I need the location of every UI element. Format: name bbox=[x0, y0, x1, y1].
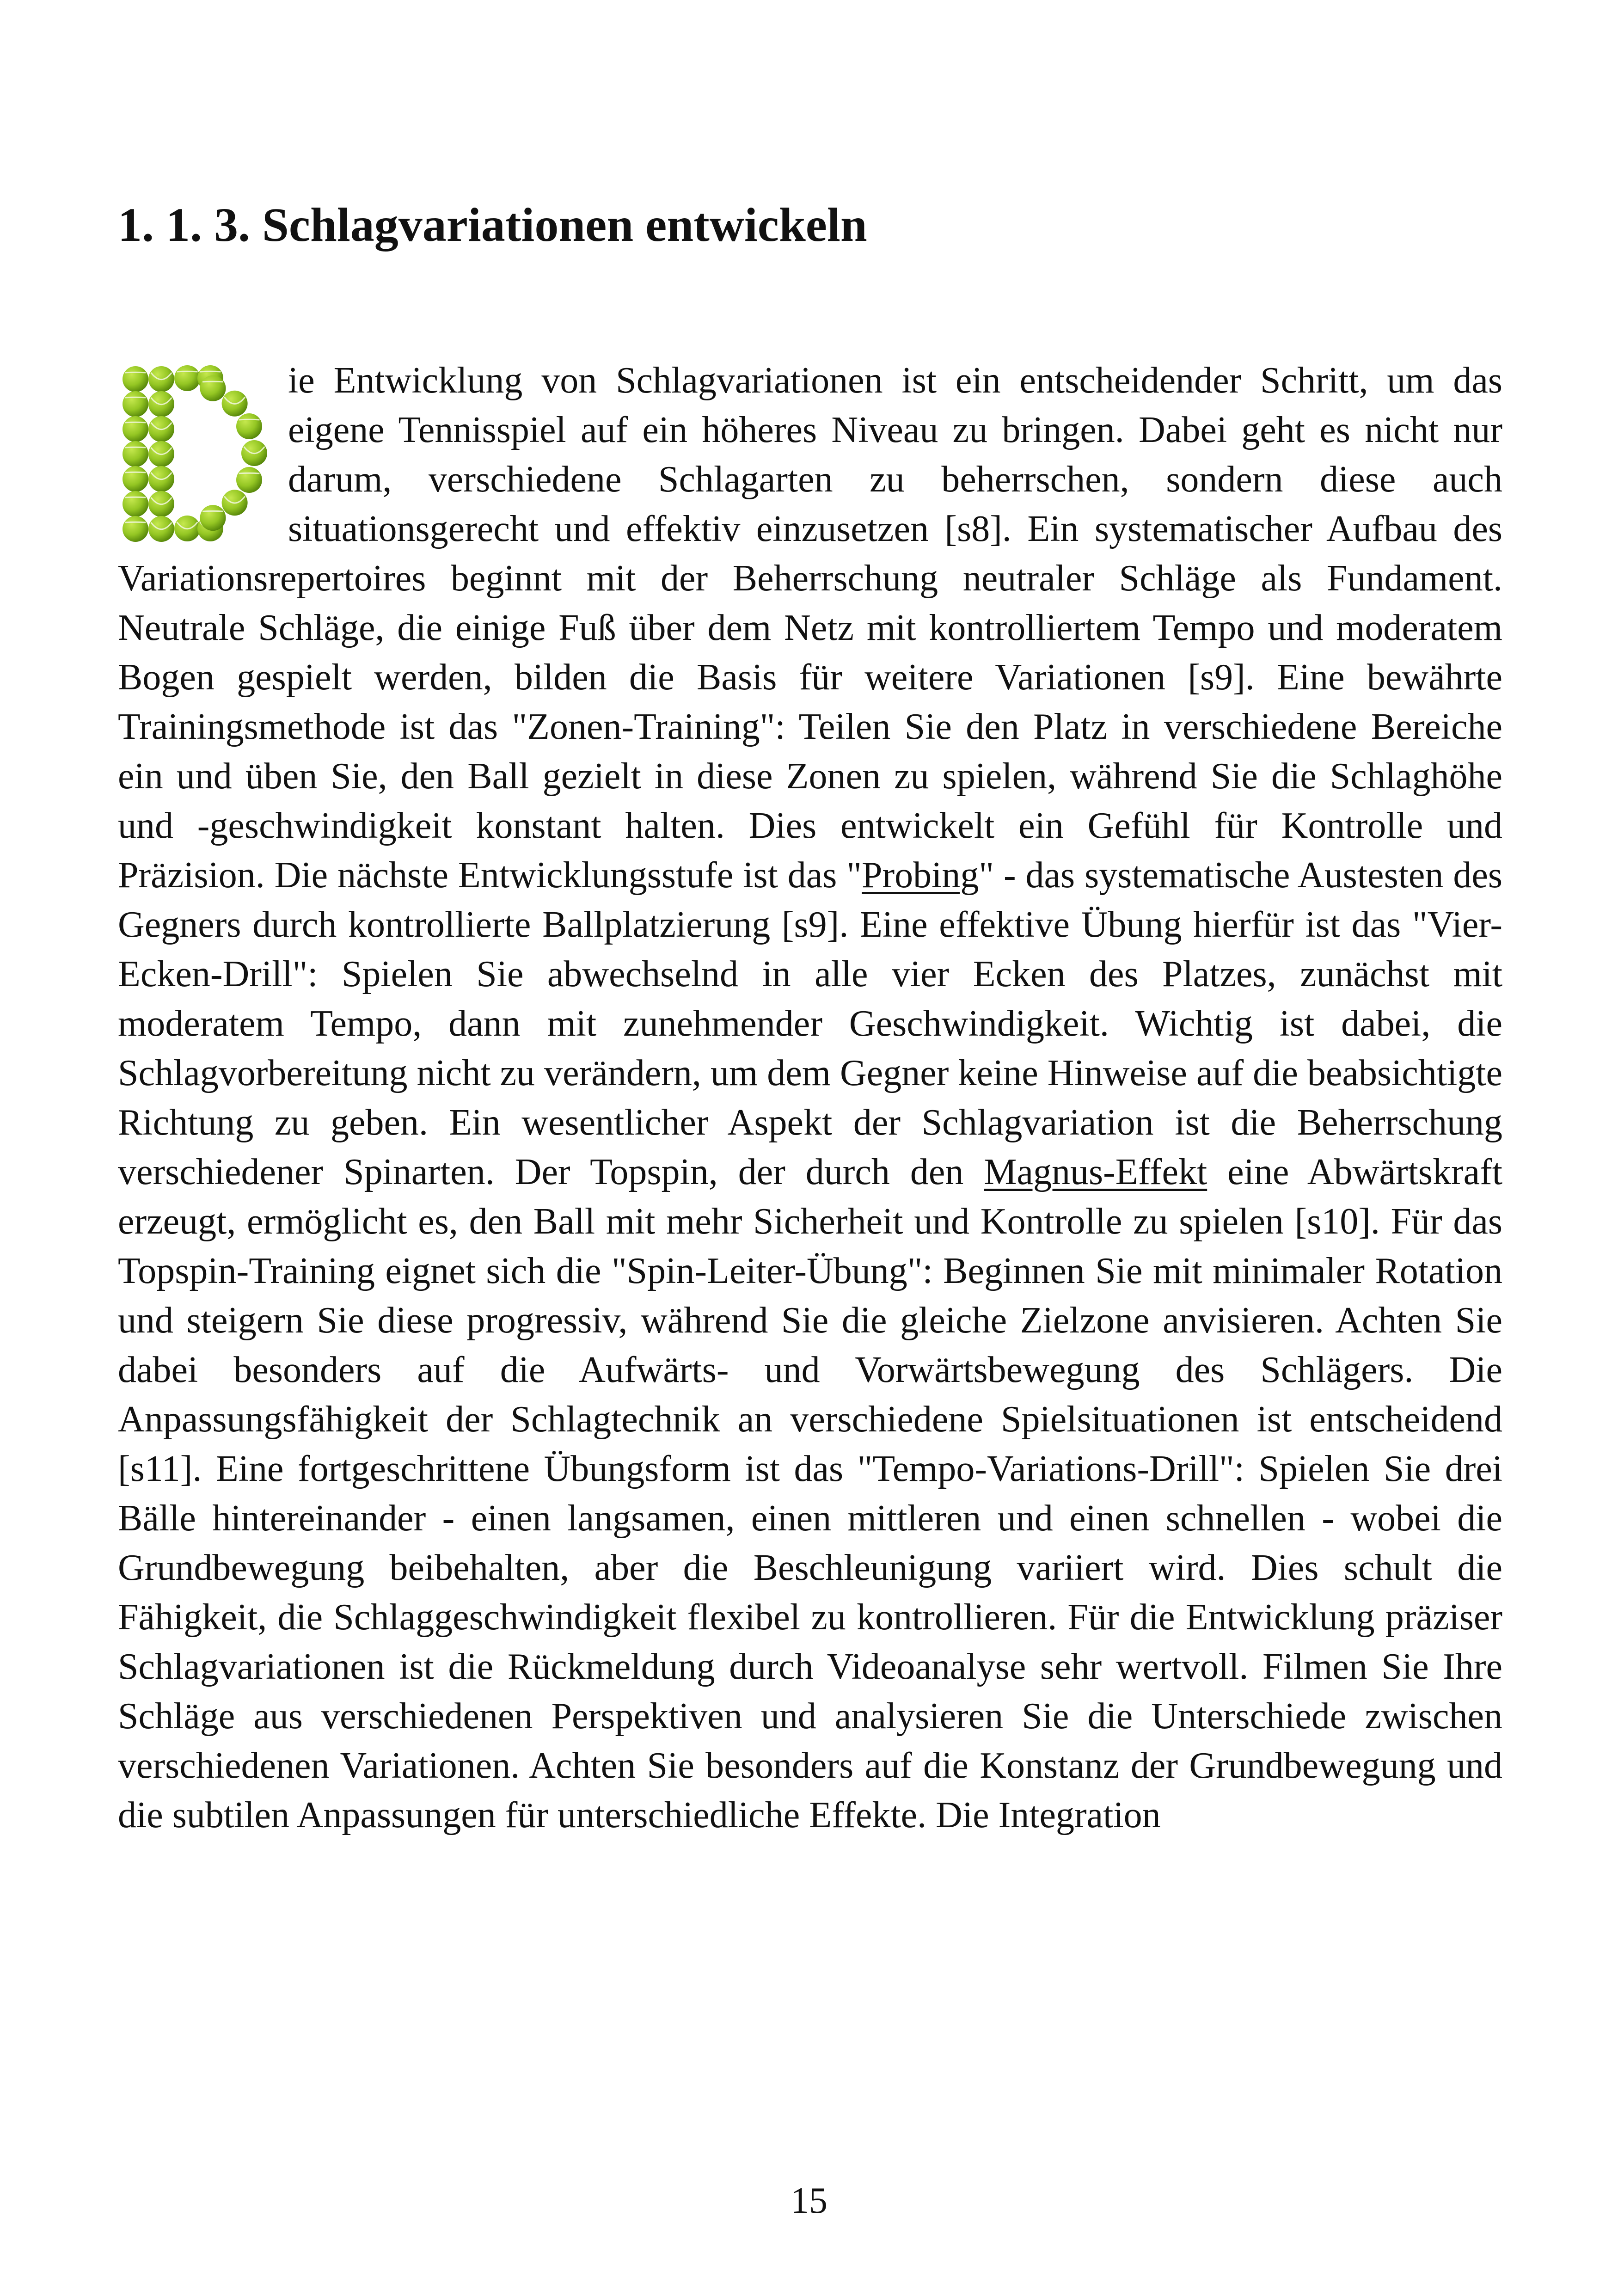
probing-link[interactable]: Probing bbox=[862, 855, 979, 896]
tennis-ball bbox=[148, 391, 174, 417]
tennis-ball bbox=[222, 391, 248, 417]
paragraph-text-part-3: eine Abwärtskraft erzeugt, ermöglicht es, den Ball mit mehr Sicherheit und Kontrolle zu spielen [s10]. Für das Topspin-Training eignet sich die "Spin-Leiter-Übung": Beginnen Sie mit minimaler Rotation und steigern Sie diese progressiv, während Sie die gleiche Zielzone anvisieren. Achten Sie dabei besonders auf die Aufwärts- und Vorwärtsbewegung des Schlägers. Die Anpassungsfähigkeit der Schlagtechnik an verschiedene Spielsituationen ist entscheidend [s11]. Eine fortgeschrittene Übungsform ist das "Tempo-Variations-Drill": Spielen Sie drei Bälle hintereinander - einen langsamen, einen mittleren und einen schnellen - wobei die Grundbewegung beibehalten, aber die Beschleunigung variiert wird. Dies schult die Fähigkeit, die Schlaggeschwindigkeit flexibel zu kontrollieren. Für die Entwicklung präziser Schlagvariationen ist die Rückmeldung durch Videoanalyse sehr wertvoll. Filmen Sie Ihre Schläge aus verschiedenen Perspektiven und analysieren Sie die Unterschiede zwischen verschiedenen Variationen. Achten Sie besonders auf die Konstanz der Grundbewegung und die subtilen Anpassungen für unterschiedliche Effekte. Die Integration bbox=[118, 1152, 1502, 1836]
tennis-ball bbox=[148, 441, 174, 467]
tennis-ball bbox=[148, 466, 174, 492]
dropcap-d-graphic bbox=[118, 360, 270, 547]
tennis-ball bbox=[123, 516, 148, 542]
tennis-ball bbox=[123, 366, 148, 392]
tennis-ball bbox=[200, 375, 226, 401]
tennis-ball bbox=[123, 491, 148, 517]
tennis-ball bbox=[222, 490, 248, 516]
tennis-ball bbox=[148, 416, 174, 442]
paragraph-text-part-1: ie Entwicklung von Schlagvariationen ist ein entscheidender Schritt, um das eigene Tennisspiel auf ein höheres Niveau zu bringen. Dabei geht es nicht nur darum, verschiedene Schlagarten zu beherrschen, sondern diese auch situationsgerecht und effektiv einzusetzen [s8]. Ein systematischer Aufbau des Variationsrepertoires beginnt mit der Beherrschung neutraler Schläge als Fundament. Neutrale Schläge, die einige Fuß über dem Netz mit kontrolliertem Tempo und moderatem Bogen gespielt werden, bilden die Basis für weitere Variationen [s9]. Eine bewährte Trainingsmethode ist das "Zonen-Training": Teilen Sie den Platz in verschiedene Bereiche ein und üben Sie, den Ball gezielt in diese Zonen zu spielen, während Sie die Schlaghöhe und -geschwindigkeit konstant halten. Dies entwickelt ein Gefühl für Kontrolle und Präzision. Die nächste Entwicklungsstufe ist das " bbox=[118, 360, 1502, 896]
tennis-ball bbox=[174, 516, 200, 541]
body-paragraph bbox=[118, 356, 1502, 1840]
magnus-effekt-link[interactable]: Magnus-Effekt bbox=[984, 1152, 1207, 1192]
tennis-ball bbox=[174, 365, 200, 391]
tennis-ball bbox=[123, 466, 148, 492]
section-heading: 1. 1. 3. Schlagvariationen entwickeln bbox=[118, 198, 867, 252]
tennis-ball bbox=[148, 491, 174, 517]
page-number: 15 bbox=[791, 2180, 827, 2221]
tennis-ball bbox=[241, 440, 267, 466]
tennis-ball bbox=[123, 416, 148, 442]
tennis-ball bbox=[148, 516, 174, 542]
tennis-ball-letter-d-icon bbox=[118, 360, 270, 547]
tennis-ball bbox=[200, 505, 226, 531]
tennis-ball bbox=[236, 467, 262, 493]
tennis-ball bbox=[236, 413, 262, 439]
tennis-ball bbox=[148, 366, 174, 392]
tennis-ball bbox=[123, 441, 148, 467]
paragraph-text-part-2: " - das systematische Austesten des Gegners durch kontrollierte Ballplatzierung [s9]. Eine effektive Übung hierfür ist das "Vier-Ecken-Drill": Spielen Sie abwechselnd in alle vier Ecken des Platzes, zunächst mit moderatem Tempo, dann mit zunehmender Geschwindigkeit. Wichtig ist dabei, die Schlagvorbereitung nicht zu verändern, um dem Gegner keine Hinweise auf die beabsichtigte Richtung zu geben. Ein wesentlicher Aspekt der Schlagvariation ist die Beherrschung verschiedener Spinarten. Der Topspin, der durch den bbox=[118, 855, 1502, 1192]
tennis-ball bbox=[123, 391, 148, 417]
